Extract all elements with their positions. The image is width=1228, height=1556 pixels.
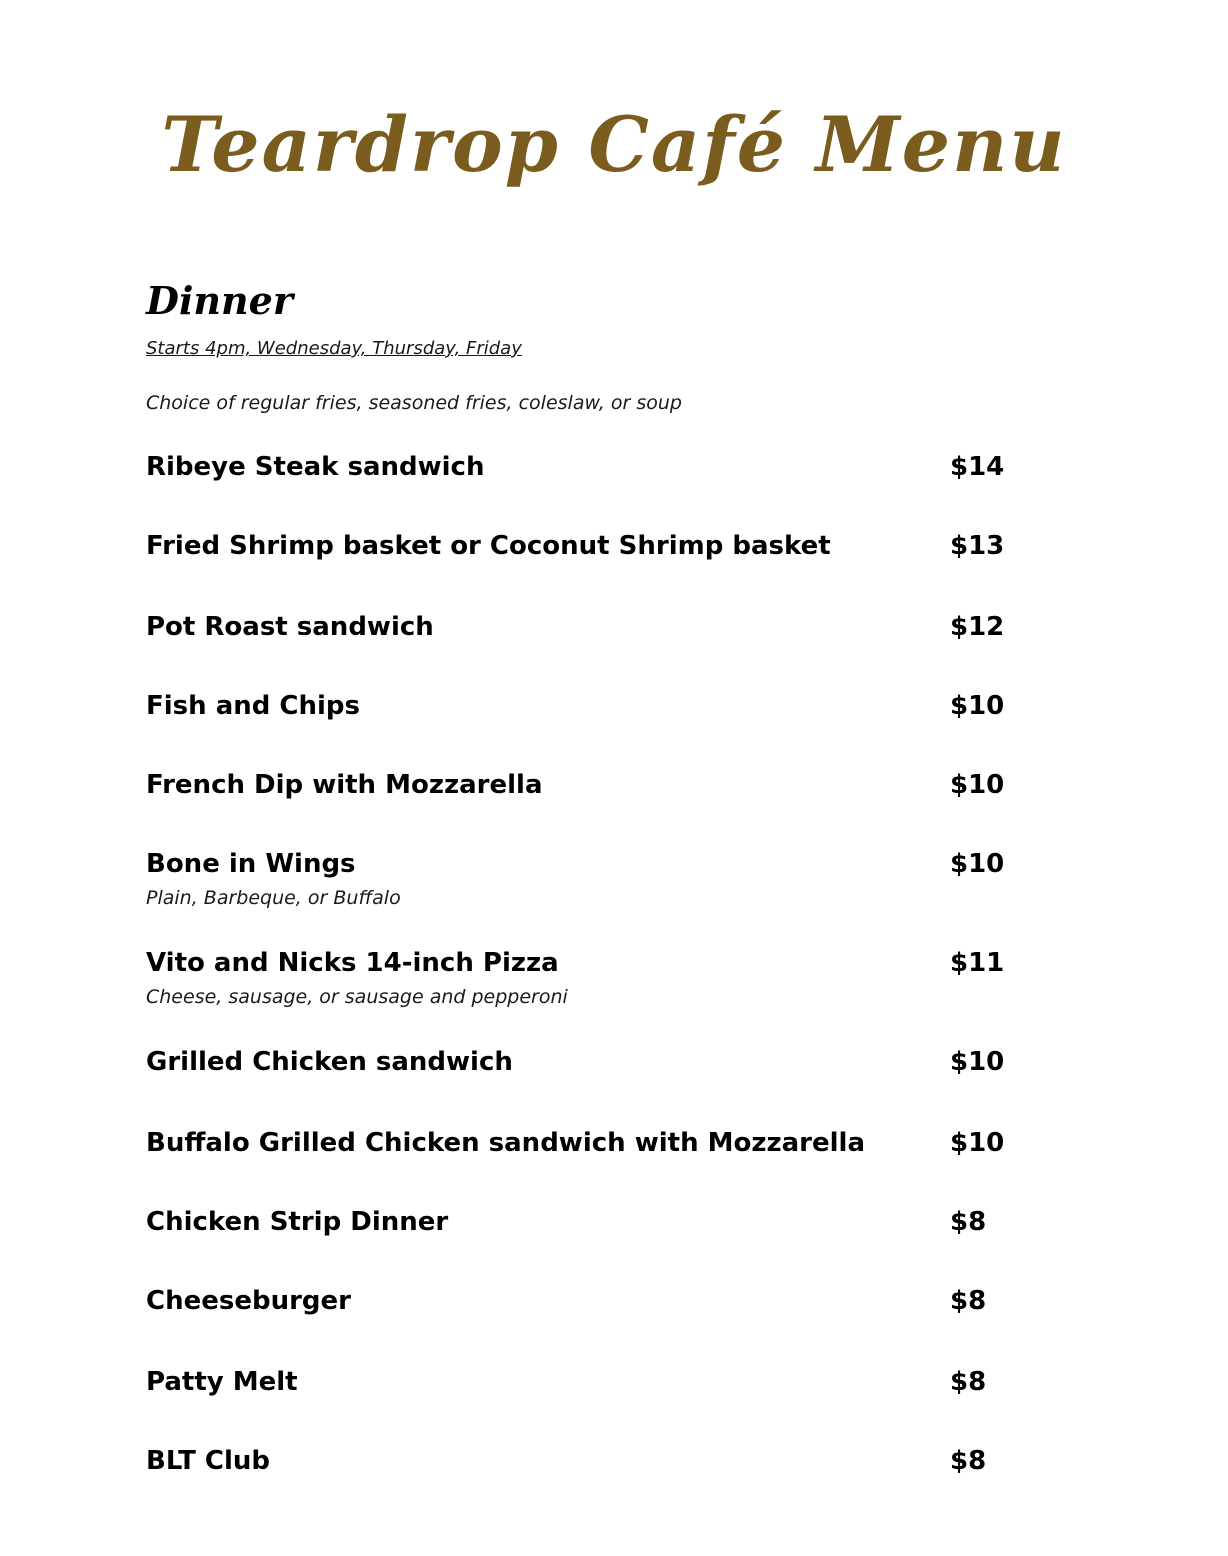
menu-item-name: Chicken Strip Dinner — [146, 1207, 449, 1237]
menu-item-name: BLT Club — [146, 1446, 270, 1476]
menu-item — [146, 1367, 1026, 1427]
menu-item-name: Cheeseburger — [146, 1286, 351, 1316]
menu-item — [146, 849, 1026, 909]
menu-item-price: $8 — [950, 1286, 987, 1316]
menu-item-price: $12 — [950, 612, 1005, 642]
menu-item-name: Grilled Chicken sandwich — [146, 1047, 513, 1077]
menu-item-price: $11 — [950, 948, 1005, 978]
menu-item-name: Fried Shrimp basket or Coconut Shrimp basket — [146, 531, 831, 561]
menu-item — [146, 612, 1026, 672]
menu-item-name: Buffalo Grilled Chicken sandwich with Mozzarella — [146, 1128, 865, 1158]
menu-item-price: $10 — [950, 1128, 1005, 1158]
menu-item-price: $10 — [950, 691, 1005, 721]
menu-item — [146, 452, 1026, 512]
menu-item-price: $13 — [950, 531, 1005, 561]
menu-item-name: Vito and Nicks 14-inch Pizza — [146, 948, 559, 978]
menu-item-price: $10 — [950, 849, 1005, 879]
menu-item-price: $8 — [950, 1207, 987, 1237]
menu-item-price: $10 — [950, 770, 1005, 800]
menu-item-price: $8 — [950, 1446, 987, 1476]
menu-item-name: French Dip with Mozzarella — [146, 770, 543, 800]
menu-item-name: Patty Melt — [146, 1367, 298, 1397]
menu-item-name: Fish and Chips — [146, 691, 361, 721]
menu-item-name: Bone in Wings — [146, 849, 356, 879]
menu-item — [146, 948, 1026, 1008]
menu-item — [146, 1446, 1026, 1506]
menu-item — [146, 770, 1026, 830]
menu-item-price: $14 — [950, 452, 1005, 482]
side-choices-note: Choice of regular fries, seasoned fries, coleslaw, or soup — [146, 392, 682, 414]
menu-item-description: Cheese, sausage, or sausage and pepperoni — [146, 986, 568, 1008]
menu-item — [146, 531, 1026, 591]
menu-item — [146, 1207, 1026, 1267]
menu-item — [146, 1128, 1026, 1188]
dinner-hours: Starts 4pm, Wednesday, Thursday, Friday — [146, 338, 522, 359]
menu-item-description: Plain, Barbeque, or Buffalo — [146, 887, 401, 909]
menu-item-price: $10 — [950, 1047, 1005, 1077]
section-heading-dinner: Dinner — [146, 278, 293, 323]
menu-item-name: Pot Roast sandwich — [146, 612, 434, 642]
menu-title: Teardrop Café Menu — [161, 100, 1067, 189]
menu-item — [146, 691, 1026, 751]
menu-item — [146, 1286, 1026, 1346]
menu-item-name: Ribeye Steak sandwich — [146, 452, 485, 482]
menu-item-price: $8 — [950, 1367, 987, 1397]
menu-item — [146, 1047, 1026, 1107]
